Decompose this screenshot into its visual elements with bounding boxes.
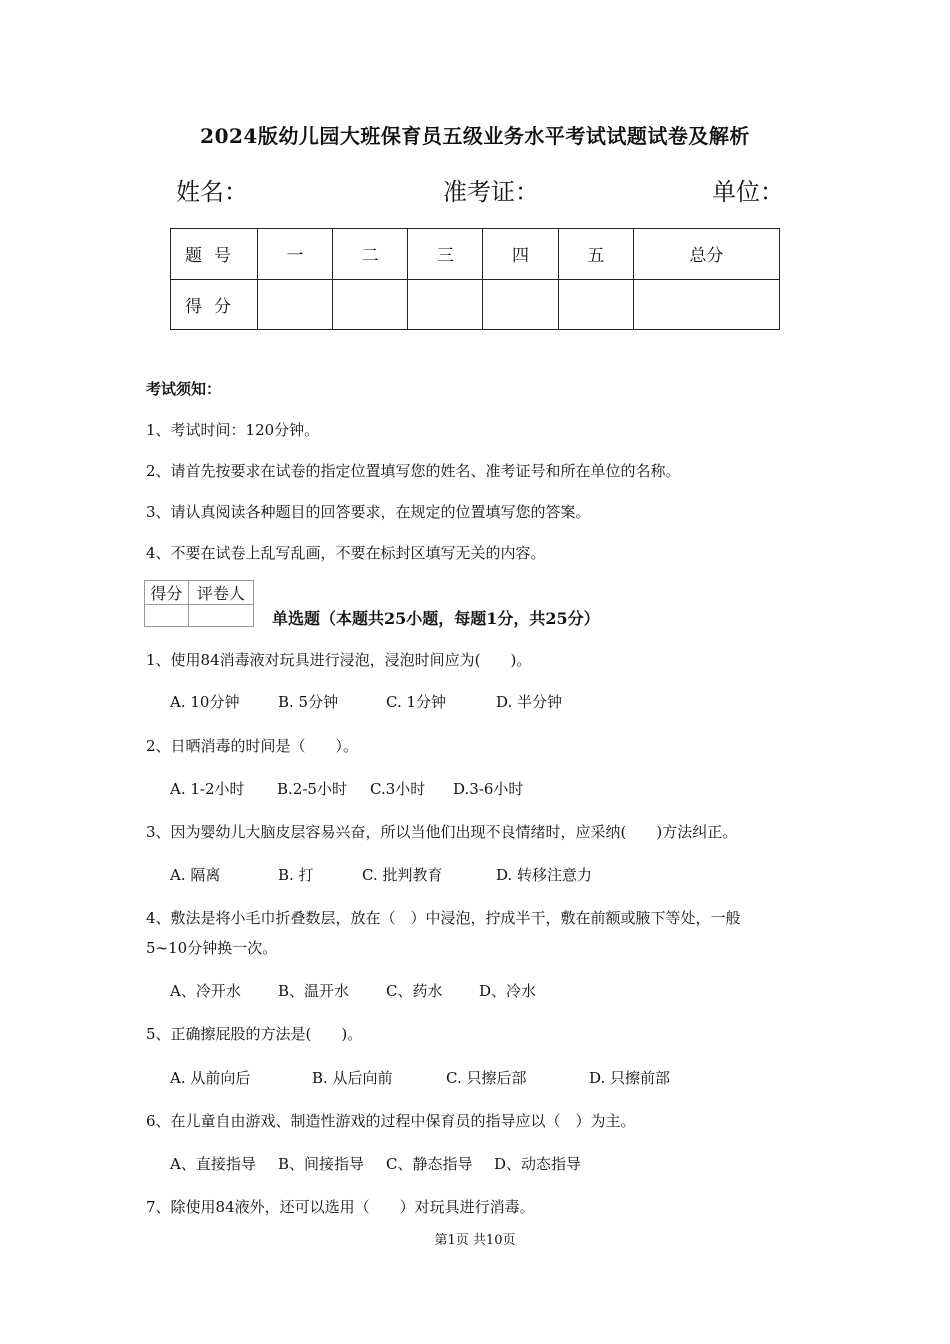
option: A. 从前向后: [170, 1069, 251, 1087]
option: D.3-6小时: [453, 780, 524, 798]
grader-reviewer-cell: [188, 605, 253, 627]
option: B. 从后向前: [312, 1069, 393, 1087]
option: C. 批判教育: [362, 866, 443, 884]
notice-item: 3、请认真阅读各种题目的回答要求，在规定的位置填写您的答案。: [146, 503, 591, 521]
option: C. 1分钟: [386, 693, 447, 711]
option: A、冷开水: [170, 982, 241, 1000]
option: A、直接指导: [170, 1155, 256, 1173]
exam-id-field-label: 准考证：: [443, 178, 539, 206]
question-text: 6、在儿童自由游戏、制造性游戏的过程中保育员的指导应以（ ）为主。: [146, 1112, 636, 1130]
option: D、冷水: [479, 982, 537, 1000]
option: B、温开水: [278, 982, 350, 1000]
column-5: 五: [558, 229, 633, 280]
question-text: 2、日晒消毒的时间是（ ）。: [146, 737, 359, 755]
score-table: [170, 228, 780, 330]
score-label: 得分: [171, 279, 258, 330]
question-text: 3、因为婴幼儿大脑皮层容易兴奋，所以当他们出现不良情绪时，应采纳( )方法纠正。: [146, 823, 738, 841]
question-text: 7、除使用84液外，还可以选用（ ）对玩具进行消毒。: [146, 1198, 535, 1216]
grader-box: [144, 580, 254, 627]
grader-score-cell: [145, 605, 189, 627]
question-number-label: 题号: [171, 229, 258, 280]
option: A. 1-2小时: [170, 780, 245, 798]
option: D. 转移注意力: [496, 866, 593, 884]
unit-field-label: 单位：: [712, 178, 784, 206]
option: A. 隔离: [170, 866, 221, 884]
grader-score-label: 得分: [145, 581, 189, 605]
column-4: 四: [483, 229, 558, 280]
notice-item: 2、请首先按要求在试卷的指定位置填写您的姓名、准考证号和所在单位的名称。: [146, 462, 681, 480]
option: D. 只擦前部: [589, 1069, 671, 1087]
question-text-continued: 5~10分钟换一次。: [146, 939, 278, 957]
score-cell-4: [483, 279, 558, 330]
option: A. 10分钟: [170, 693, 240, 711]
question-text: 5、正确擦屁股的方法是( )。: [146, 1025, 363, 1043]
option: C. 只擦后部: [446, 1069, 527, 1087]
option: B、间接指导: [278, 1155, 365, 1173]
notice-item: 4、不要在试卷上乱写乱画，不要在标封区填写无关的内容。: [146, 544, 546, 562]
option: D、动态指导: [494, 1155, 582, 1173]
score-table-score-row: [171, 279, 780, 330]
option: B. 打: [278, 866, 314, 884]
option: C、药水: [386, 982, 443, 1000]
question-text: 4、敷法是将小毛巾折叠数层，放在（ ）中浸泡，拧成半干，敷在前额或腋下等处，一般: [146, 909, 741, 927]
option: D. 半分钟: [496, 693, 563, 711]
column-1: 一: [258, 229, 333, 280]
exam-title: 2024版幼儿园大班保育员五级业务水平考试试题试卷及解析: [200, 124, 750, 148]
candidate-fields: [0, 172, 950, 206]
score-cell-3: [408, 279, 483, 330]
question-text: 1、使用84消毒液对玩具进行浸泡，浸泡时间应为( )。: [146, 651, 532, 669]
score-cell-1: [258, 279, 333, 330]
option: B. 5分钟: [278, 693, 339, 711]
score-table-header-row: [171, 229, 780, 280]
name-field-label: 姓名：: [176, 178, 248, 206]
column-total: 总分: [633, 229, 779, 280]
column-2: 二: [333, 229, 408, 280]
score-cell-5: [558, 279, 633, 330]
page-footer: 第1页 共10页: [434, 1233, 516, 1248]
option: B.2-5小时: [277, 780, 347, 798]
notice-title: 考试须知：: [146, 380, 222, 398]
score-cell-2: [333, 279, 408, 330]
notice-item: 1、考试时间：120分钟。: [146, 421, 320, 439]
score-cell-total: [633, 279, 779, 330]
section-title: 单选题（本题共25小题，每题1分，共25分）: [272, 609, 600, 628]
grader-reviewer-label: 评卷人: [188, 581, 253, 605]
option: C、静态指导: [386, 1155, 473, 1173]
option: C.3小时: [370, 780, 426, 798]
column-3: 三: [408, 229, 483, 280]
